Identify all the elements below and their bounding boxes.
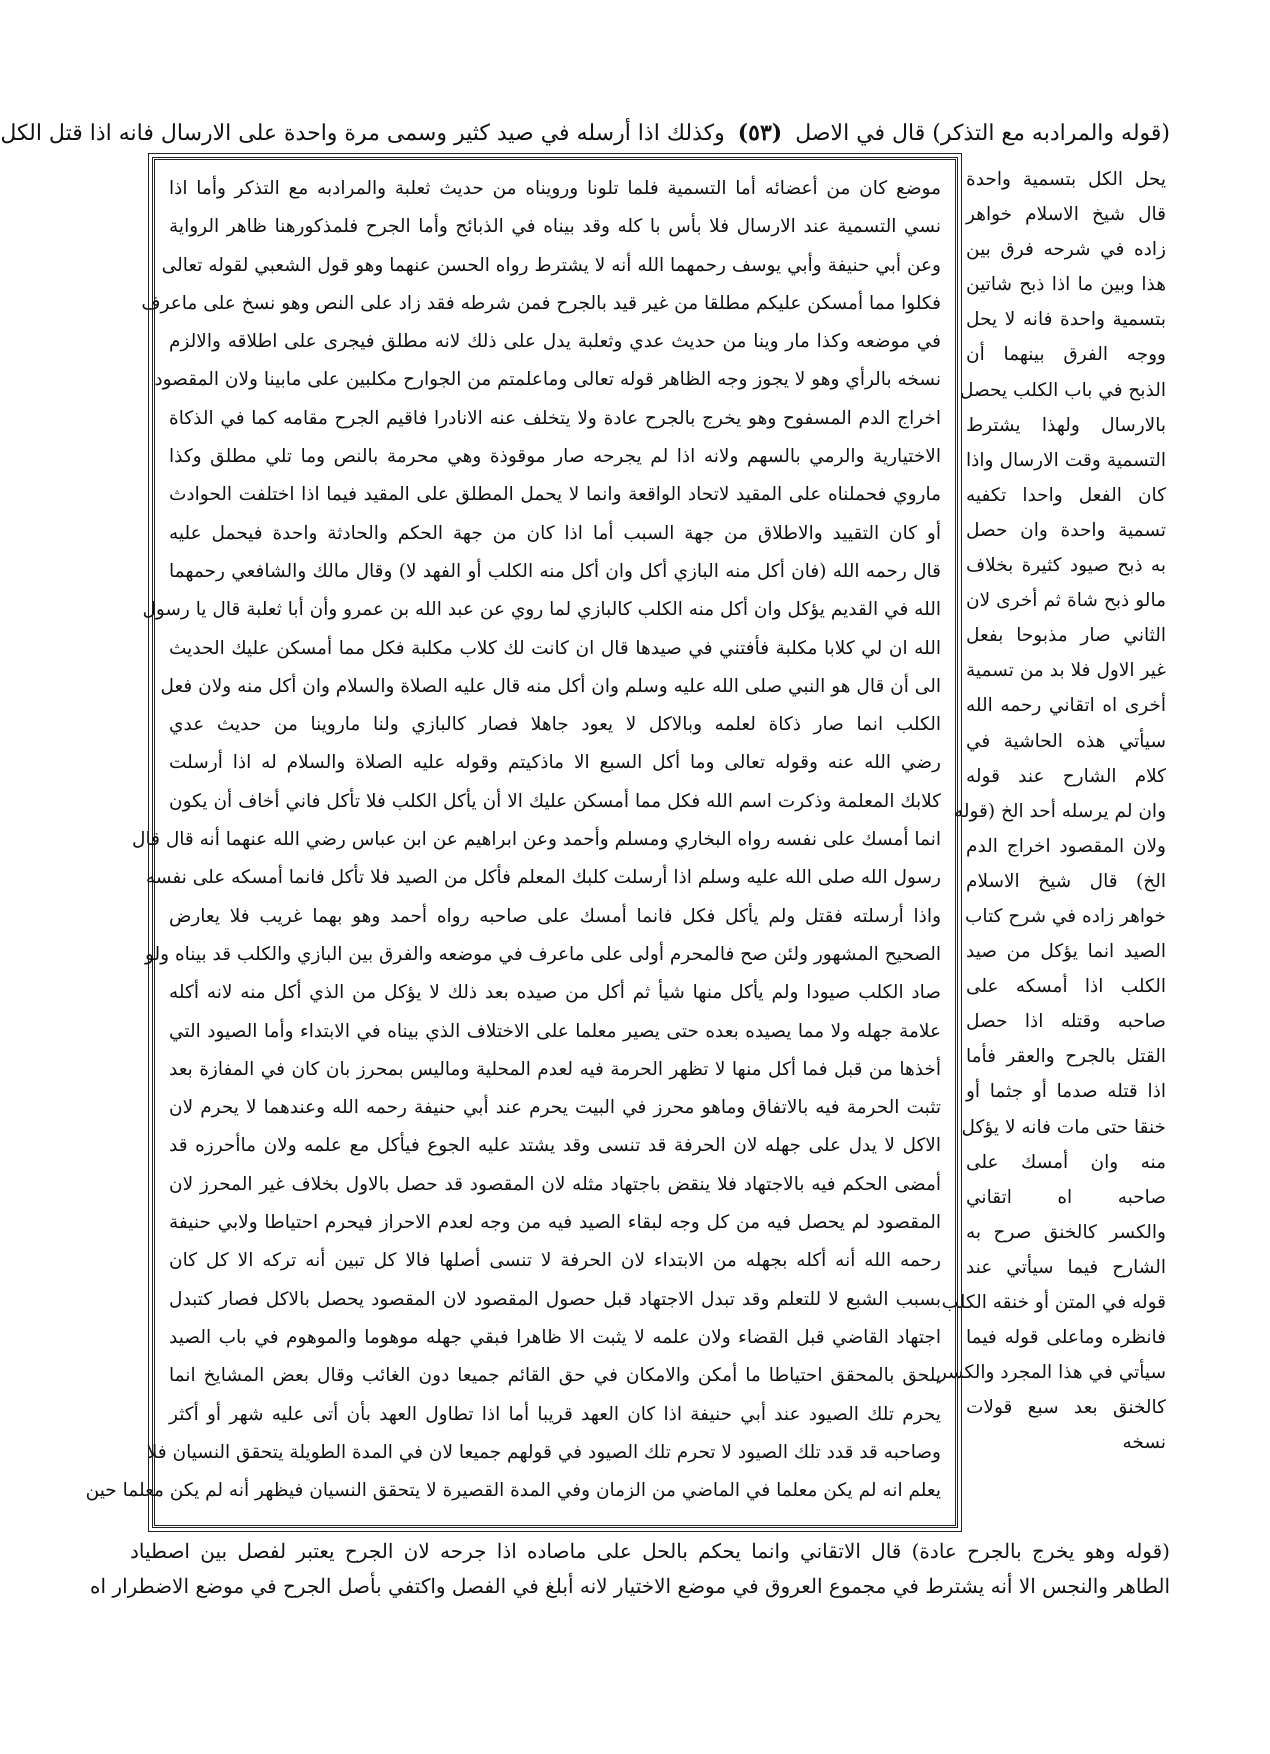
main-text-line: أمضى الحكم فيه بالاجتهاد فلا ينقض باجتهاد مثله لان المقصود قد حصل بالاول بخلاف غير المحرز لان (169, 1173, 941, 1195)
main-text-line: الكلب انما صار ذكاة لعلمه وبالاكل لا يعود جاهلا فصار كالبازي ولنا ماروينا من حديث عدي (169, 714, 941, 736)
margin-text-line: وان لم يرسله أحد الخ (قوله (953, 800, 1166, 822)
main-text-line: رسول الله صلى الله عليه وسلم اذا أرسلت كلبك المعلم فأكل من الصيد فلا تأكل فانما أمسكه على نفسه (145, 867, 941, 889)
main-text-line: وصاحبه قد قدد تلك الصيود لا تحرم تلك الصيود في قولهم جميعا لان في المدة الطويلة يتحقق النسيان فلا (146, 1441, 941, 1463)
margin-text-line: بالارسال ولهذا يشترط (966, 414, 1166, 436)
margin-text-line: زاده في شرحه فرق بين (966, 239, 1166, 261)
main-text-line: اجتهاد القاضي قبل القضاء ولان علمه لا يثبت الا ظاهرا فبقي جهله موهوما والموهوم في باب الصيد (169, 1326, 941, 1348)
main-text-line: انما أمسك على نفسه رواه البخاري ومسلم وأحمد وعن ابراهيم عن ابن عباس رضي الله عنهما أنه قال قال (132, 829, 941, 851)
main-text-line: قال رحمه الله (فان أكل منه البازي أكل وان أكل منه الكلب أو الفهد لا) وقال مالك والشافعي رحمهما (169, 560, 941, 582)
margin-text-line: به ذبح صيود كثيرة بخلاف (966, 555, 1166, 577)
margin-text-line: مالو ذبح شاة ثم أخرى لان (966, 590, 1166, 612)
main-text-line: الله ان لي كلابا مكلبة فأفتني في صيدها قال ان كانت لك كلاب مكلبة فكل مما أمسكن عليك الحديث (169, 637, 941, 659)
main-text-line: ماروي فحملناه على المقيد لاتحاد الواقعة وانما لا يحمل المطلق على المقيد فيما اذا اختلفت الحوادث (169, 484, 941, 506)
margin-text-line: الكلب اذا أمسكه على (966, 976, 1166, 998)
margin-text-line: منه وان أمسك على (966, 1151, 1166, 1173)
main-text-line: وعن أبي حنيفة وأبي يوسف رحمهما الله أنه لا يشترط رواه الحسن عنهما وهو قول الشعبي لقوله تعالى (161, 254, 941, 276)
main-text-line: الاكل لا يدل على جهله لان الحرفة قد تنسى وقد يشتد عليه الجوع فيأكل مع علمه ولان ماأحرزه قد (169, 1135, 941, 1157)
margin-text-line: هذا وبين ما اذا ذبح شاتين (966, 274, 1166, 296)
margin-text-line: يحل الكل بتسمية واحدة (966, 169, 1166, 190)
main-text-line: اخراج الدم المسفوح وهو يخرج بالجرح عادة ولا يتخلف عنه الانادرا فاقيم الجرح مقامه كما في الذكاة (169, 407, 941, 429)
main-text-line: رحمه الله أنه أكله بجهله من الابتداء لان الحرفة لا تنسى أصلها فالا كل تبين أنه تركه الا كل كان (169, 1250, 941, 1272)
main-text-line: في موضعه وكذا مار وينا من حديث عدي وثعلبة يدل على ذلك لانه مطلق فيجرى على اطلاقه والالزم (169, 331, 941, 353)
margin-text-line: صاحبه اه اتقاني (966, 1186, 1166, 1208)
margin-text-line: الشارح فيما سيأتي عند (966, 1256, 1166, 1278)
header-right-text: (قوله والمرادبه مع التذكر) قال في الاصل (795, 121, 1170, 146)
main-text-line: الاختيارية والرمي بالسهم ولانه اذا لم يجرحه صار موقوذة وهي محرمة بالنص وما تلي مطلق وكذا (169, 446, 941, 468)
margin-text-line: قال شيخ الاسلام خواهر (966, 204, 1166, 226)
margin-text-line: أخرى اه اتقاني رحمه الله (966, 695, 1166, 717)
main-text-line: المقصود لم يحصل فيه من كل وجه لبقاء الصيد فيه من وجه لعدم الاحراز فيحرم احتياطا ولابي حنيفة (169, 1212, 941, 1234)
main-text-line: يلحق بالمحقق احتياطا ما أمكن والامكان في حق القائم جميعا دون الغائب وقال بعض المشايخ انما (169, 1365, 941, 1387)
margin-text-line: سيأتي هذه الحاشية في (966, 730, 1166, 752)
margin-text-line: الذبح في باب الكلب يحصل (960, 379, 1166, 401)
page-number: (٥٣) (737, 120, 783, 146)
main-text-line: صاد الكلب صيودا ولم يأكل منها شيأ ثم أكل من صيده بعد ذلك لا يؤكل من الذي أكل منه لانه أكله (169, 982, 941, 1004)
margin-text-line: كالخنق بعد سبع قولات (966, 1397, 1166, 1419)
running-header (0, 116, 1170, 151)
main-text-line: أو كان التقييد والاطلاق من جهة السبب أما اذا كان من جهة الحكم والحادثة واحدة فيحمل عليه (169, 522, 941, 544)
main-text-line: الصحيح المشهور ولئن صح فالمحرم أولى على ماعرف في موضعه والفرق بين البازي والكلب قد بيناه ولو (144, 943, 941, 965)
main-text-line: الله في القديم يؤكل وان أكل منه الكلب كالبازي لما روي عن عبد الله بن عمرو وأن أبا ثعلبة قال يا رسول (142, 599, 941, 621)
margin-text-line: اذا قتله صدما أو جثما أو (966, 1081, 1166, 1103)
margin-text-line: كلام الشارح عند قوله (966, 765, 1166, 787)
main-text-line: موضع كان من أعضائه أما التسمية فلما تلونا ورويناه من حديث ثعلبة والمرادبه مع التذكر وأما اذا (169, 178, 941, 199)
margin-text-line: غير الاول فلا بد من تسمية (966, 660, 1166, 682)
footer-commentary-line-1: (قوله وهو يخرج بالجرح عادة) قال الاتقاني وانما يحكم بالحل على ماصاده اذا جرحه لان الجرح يعتبر لفصل بين اصطياد (130, 1539, 1170, 1563)
margin-text-line: خواهر زاده في شرح كتاب (965, 905, 1166, 927)
main-text-frame (85, 157, 958, 1528)
margin-text-line: التسمية وقت الارسال واذا (966, 449, 1166, 471)
margin-text-line: والكسر كالخنق صرح به (966, 1221, 1166, 1243)
margin-text-line: خنقا حتى مات فانه لا يؤكل (961, 1116, 1166, 1138)
main-text-line: تثبت الحرمة فيه بالاتفاق وماهو محرز في البيت يحرم عند أبي حنيفة رحمه الله وعندهما لا يحرم لان (169, 1097, 941, 1119)
margin-text-line: سيأتي في هذا المجرد والكسر (937, 1362, 1166, 1384)
margin-text-line: تسمية واحدة وان حصل (966, 519, 1166, 541)
margin-text-line: بتسمية واحدة فانه لا يحل (966, 309, 1166, 331)
margin-text-line: القتل بالجرح والعقر فأما (966, 1046, 1166, 1068)
margin-text-line: الثاني صار مذبوحا بفعل (966, 625, 1166, 647)
main-text-line: واذا أرسلته فقتل ولم يأكل فكل فانما أمسك على صاحبه رواه أحمد وهو بهما غريب فلا يعارض (169, 905, 941, 927)
main-text-line: رضي الله عنه وقوله تعالى وما أكل السبع الا ماذكيتم وقوله عليه الصلاة والسلام له اذا أرسلت (169, 752, 941, 774)
margin-text-line: الصيد انما يؤكل من صيد (966, 941, 1166, 963)
margin-text-line: ووجه الفرق بينهما أن (966, 344, 1166, 366)
main-text-line: علامة جهله ولا مما يصيده بعده حتى يصير معلما على الاختلاف الذي بيناه في الابتداء وأما الصيود التي (169, 1020, 941, 1042)
margin-text-line: قوله في المتن أو خنقه الكلب (941, 1292, 1166, 1313)
header-left-text: وكذلك اذا أرسله في صيد كثير وسمى مرة واحدة على الارسال فانه اذا قتل الكل (0, 121, 725, 146)
margin-text-line: صاحبه وقتله اذا حصل (966, 1011, 1166, 1033)
margin-text-line: كان الفعل واحدا تكفيه (966, 484, 1166, 506)
main-text-line: كلابك المعلمة وذكرت اسم الله فكل مما أمسكن عليك الا أن يأكل الكلب فلا تأكل فاني أخاف أن يكون (169, 790, 941, 812)
main-text-line: أخذها من قبل فما أكل منها لا تظهر الحرمة فيه لعدم المحلية وماليس بمحرز بان كان في المفازة بعد (169, 1058, 941, 1080)
margin-text-line: نسخه (1122, 1432, 1166, 1454)
main-text-line: يحرم تلك الصيود عند أبي حنيفة اذا كان العهد قريبا أما اذا تطاول العهد بأن أتى عليه شهر أو أكثر (169, 1403, 941, 1425)
margin-commentary (937, 162, 1166, 1532)
margin-text-line: فانظره وماعلى قوله فيما (966, 1327, 1166, 1349)
margin-text-line: ولان المقصود اخراج الدم (966, 835, 1166, 857)
main-text-line: الى أن قال هو النبي صلى الله عليه وسلم وان أكل منه قال عليه الصلاة والسلام وان أكل منه ولان فعل (160, 675, 941, 697)
footer-commentary-line-2: الطاهر والنجس الا أنه يشترط في مجموع العروق في موضع الاختيار لانه أبلغ في الفصل واكتفي بأصل الجرح في موضع الاضطرار اه (90, 1574, 1170, 1598)
main-text-line: بسبب الشبع لا للتعلم وقد تبدل الاجتهاد قبل حصول المقصود لان المقصود يحصل بالاكل فصار كتبدل (169, 1288, 941, 1310)
margin-text-line: الخ) قال شيخ الاسلام (966, 870, 1166, 892)
main-text-line: نسخه بالرأي وهو لا يجوز وجه الظاهر قوله تعالى وماعلمتم من الجوارح مكلبين على مابينا ولان المقصود (154, 369, 941, 391)
main-text-line: نسي التسمية عند الارسال فلا بأس با كله وقد بيناه في الذبائح وأما الجرح فلمذكورهنا ظاهر الرواية (169, 216, 941, 238)
main-text-line: فكلوا مما أمسكن عليكم مطلقا من غير قيد بالجرح فمن شرطه فقد زاد على النص وهو نسخ على ماعرف (141, 292, 941, 314)
main-text-line: يعلم انه لم يكن معلما في الماضي من الزمان وفي المدة القصيرة لا يتحقق النسيان فيظهر أنه لم يكن معلما حين (85, 1480, 941, 1502)
